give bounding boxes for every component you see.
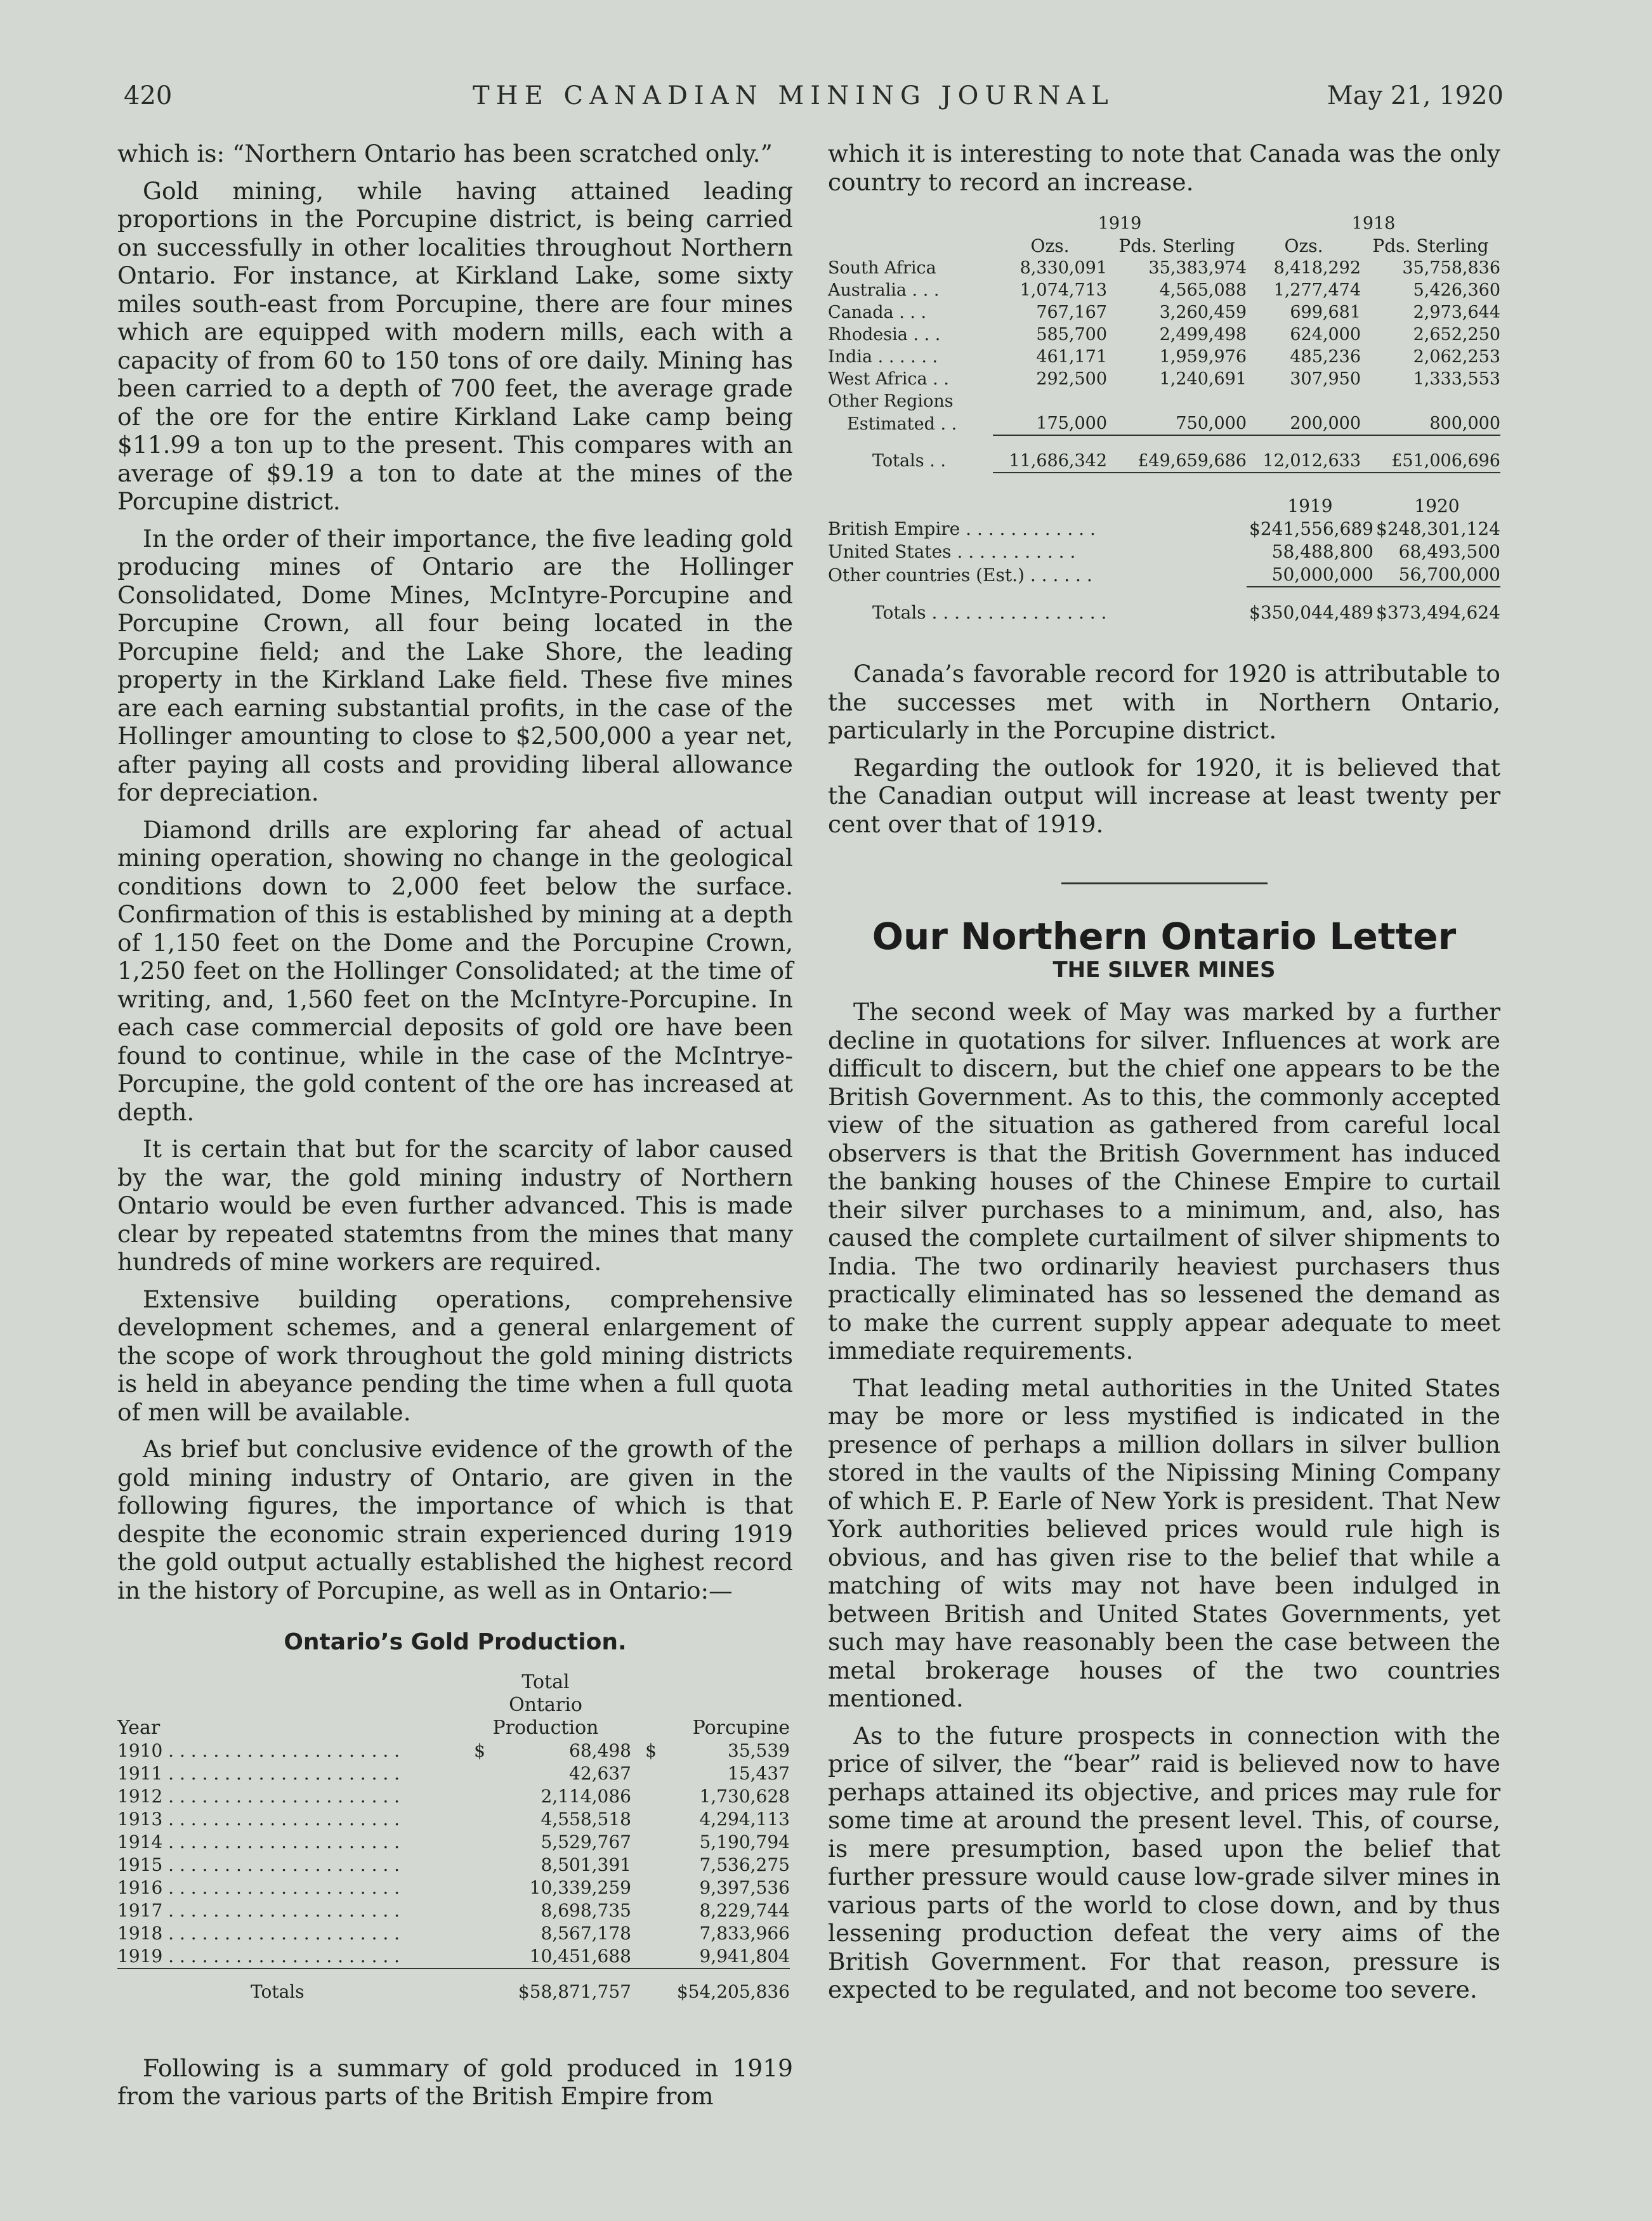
- porcupine-value: 7,536,275: [699, 1854, 790, 1875]
- table-cell: 624,000: [1290, 325, 1361, 344]
- ontario-value: 10,339,259: [529, 1877, 631, 1898]
- leader-dots: . . . . . . . . . . . . . . . . . . . . .: [162, 1877, 400, 1898]
- gold-production-table: [117, 1671, 790, 2003]
- table-row: [117, 1831, 790, 1854]
- region-label: Rhodesia . . .: [828, 325, 941, 344]
- paragraph: As to the future prospects in connection with the price of silver, the “bear” raid is believed now to have perhaps attained its objective, and prices may rule for some time at around the present level. This, of course, is mere presumption, based upon the belief that further pressure would cause low-grade silver mines in various parts of the world to close down, and by thus lessening production defeat the very aims of the British Government. For that reason, pressure is expected to be regulated, and not become too severe.: [828, 1721, 1500, 2003]
- table-row: [828, 541, 1500, 563]
- year-cell: [117, 1945, 460, 1969]
- totals-label: Totals . .: [872, 451, 946, 471]
- region-label: United States . . . . . . . . . . .: [828, 541, 1076, 562]
- table-cell: £49,659,686: [1107, 435, 1247, 473]
- table-cell: 485,236: [1290, 347, 1361, 367]
- paragraph: Gold mining, while having attained leading proportions in the Porcupine district, is being carried on successfully in other localities throughout Northern Ontario. For instance, at Kirkland Lake, some sixty miles south-east from Porcupine, there are four mines which are equipped with modern mills, each with a capacity of from 60 to 150 tons of ore daily. Mining has been carried to a depth of 700 feet, the average grade of the ore for the entire Kirkland Lake camp being $11.99 a ton up to the present. This compares with an average of $9.19 a ton to date at the mines of the Porcupine district.: [117, 176, 793, 515]
- table-row: [117, 1899, 790, 1922]
- table-row: [828, 518, 1500, 541]
- section-divider: [1061, 882, 1268, 884]
- table-cell: 8,330,091: [1019, 258, 1107, 278]
- ontario-value: 2,114,086: [541, 1785, 631, 1807]
- porcupine-value: 5,190,794: [699, 1831, 790, 1852]
- leader-dots: . . . . . . . . . . . . . . . . . . . . .: [162, 1854, 400, 1875]
- column-header-total: [460, 1671, 631, 1739]
- year-label: 1915: [117, 1854, 163, 1875]
- column-header-year: Year: [117, 1716, 161, 1739]
- table-row: [117, 1785, 790, 1808]
- year-cell: [117, 1785, 460, 1808]
- table-cell: 585,700: [1036, 325, 1107, 344]
- dollar-sign: [460, 1922, 485, 1945]
- table-cell: 1,277,474: [1273, 280, 1361, 300]
- region-label: South Africa: [828, 258, 936, 278]
- table-cell: 461,171: [1036, 347, 1107, 367]
- table-cell: 800,000: [1361, 412, 1500, 435]
- year-label: 1918: [117, 1922, 163, 1944]
- table-cell: 1,333,553: [1413, 369, 1500, 389]
- region-label: Australia . . .: [828, 280, 940, 300]
- table-cell: 2,062,253: [1413, 347, 1500, 367]
- section-subtitle: THE SILVER MINES: [1052, 957, 1276, 983]
- column-header-total-line1: Total: [521, 1670, 570, 1693]
- porcupine-value: 9,941,804: [699, 1945, 790, 1967]
- dollar-sign: [631, 1922, 657, 1945]
- dollar-sign: $: [645, 1739, 657, 1761]
- table-row: [828, 346, 1500, 368]
- year-label: 1919: [117, 1945, 163, 1967]
- table-cell: 292,500: [1036, 369, 1107, 389]
- paragraph: That leading metal authorities in the United States may be more or less mystified is indicated in the presence of perhaps a million dollars in silver bullion stored in the vaults of the Nipissing Mining Company of which E. P. Earle of New York is president. That New York authorities believed prices would rule high is obvious, and has given rise to the belief that while a matching of wits may not have been indulged in between British and United States Governments, yet such may have reasonably been the case between the metal brokerage houses of the two countries mentioned.: [828, 1373, 1500, 1712]
- paragraph: Regarding the outlook for 1920, it is believed that the Canadian output will increase at least twenty per cent over that of 1919.: [828, 753, 1500, 838]
- year-label: 1917: [117, 1899, 163, 1921]
- table-cell: $350,044,489: [1247, 587, 1373, 624]
- table-cell: 750,000: [1107, 412, 1247, 435]
- year-header-1920: 1920: [1414, 495, 1460, 516]
- dollar-sign: [460, 1785, 485, 1808]
- leader-dots: . . . . . . . . . . . . . . . . . . . . .: [162, 1739, 400, 1761]
- table-cell: 12,012,633: [1247, 435, 1361, 473]
- table-row: [117, 1739, 790, 1762]
- column-header-total-line2: Ontario Production: [492, 1693, 599, 1739]
- paragraph: which it is interesting to note that Canada was the only country to record an increase.: [828, 140, 1500, 196]
- region-label: India . . . . . .: [828, 347, 938, 367]
- column-header-ozs: Ozs.: [1284, 235, 1323, 256]
- porcupine-value: 7,833,966: [699, 1922, 790, 1944]
- totals-label: Totals . . . . . . . . . . . . . . . .: [872, 601, 1107, 623]
- gold-production-table-title: Ontario’s Gold Production.: [284, 1629, 627, 1655]
- table-row: [828, 368, 1500, 390]
- ontario-value: 8,501,391: [541, 1854, 631, 1875]
- porcupine-value: 35,539: [728, 1739, 790, 1761]
- year-cell: [117, 1762, 460, 1785]
- dollar-sign: [631, 1808, 657, 1831]
- table-row: [117, 1808, 790, 1831]
- ontario-value: 5,529,767: [541, 1831, 631, 1852]
- table-row: [117, 1945, 790, 1969]
- table-cell: 11,686,342: [993, 435, 1107, 473]
- dollar-sign: [631, 1762, 657, 1785]
- year-cell: [117, 1808, 460, 1831]
- ontario-value: 68,498: [569, 1739, 631, 1761]
- table-cell: 8,418,292: [1273, 258, 1361, 278]
- leader-dots: . . . . . . . . . . . . . . . . . . . . .: [162, 1785, 400, 1807]
- paragraph: In the order of their importance, the five leading gold producing mines of Ontario are the Hollinger Consolidated, Dome Mines, McIntyre-Porcupine and Porcupine Crown, all four being located in the Porcupine field; and the Lake Shore, the leading property in the Kirkland Lake field. These five mines are each earning substantial profits, in the case of the Hollinger amounting to close to $2,500,000 a year net, after paying all costs and providing liberal allowance for depreciation.: [117, 524, 793, 806]
- table-row: [117, 1854, 790, 1877]
- table-row: [828, 301, 1500, 324]
- dollar-sign: [631, 1877, 657, 1899]
- ontario-value: 10,451,688: [529, 1945, 631, 1967]
- year-header-1919: 1919: [1287, 495, 1333, 516]
- dollar-sign: [631, 1899, 657, 1922]
- table-cell: 5,426,360: [1413, 280, 1500, 300]
- table-cell: £51,006,696: [1361, 435, 1500, 473]
- year-cell: [117, 1831, 460, 1854]
- paragraph: The second week of May was marked by a further decline in quotations for silver. Influences at work are difficult to discern, but the chief one appears to be the British Government. As to this, the commonly accepted view of the situation as gathered from careful local observers is that the British Government has induced the banking houses of the Chinese Empire to curtail their silver purchases to a minimum, and, also, has caused the complete curtailment of silver shipments to India. The two ordinarily heaviest purchasers thus practically eliminated has so lessened the demand as to make the current supply appear adequate to meet immediate requirements.: [828, 998, 1500, 1365]
- table-cell: $241,556,689: [1249, 518, 1373, 539]
- table-cell: $248,301,124: [1376, 518, 1500, 539]
- dollar-sign: [631, 1854, 657, 1877]
- dollar-sign: [460, 1945, 485, 1969]
- table-cell: 2,973,644: [1413, 303, 1500, 322]
- table-cell: 1,959,976: [1159, 347, 1247, 367]
- year-cell: [117, 1899, 460, 1922]
- table-cell: 175,000: [993, 412, 1107, 435]
- dollar-sign: [460, 1854, 485, 1877]
- leader-dots: . . . . . . . . . . . . . . . . . . . . .: [162, 1808, 400, 1830]
- year-header-1918: 1918: [1351, 214, 1396, 233]
- ontario-value: 8,698,735: [541, 1899, 631, 1921]
- table-cell: 58,488,800: [1271, 541, 1373, 562]
- table-row: [117, 1762, 790, 1785]
- porcupine-value: 8,229,744: [699, 1899, 790, 1921]
- region-label: Canada . . .: [828, 303, 927, 322]
- table-row: [117, 1922, 790, 1945]
- totals-ontario: $58,871,757: [460, 1969, 631, 2003]
- year-label: 1912: [117, 1785, 163, 1807]
- right-column: [828, 140, 1500, 2013]
- table-cell: 68,493,500: [1398, 541, 1500, 562]
- year-label: 1913: [117, 1808, 163, 1830]
- column-header-porcupine: Porcupine: [692, 1716, 790, 1739]
- dollar-sign: [460, 1899, 485, 1922]
- table-cell: 50,000,000: [1271, 564, 1373, 585]
- table-cell: 307,950: [1290, 369, 1361, 389]
- table-cell: 2,652,250: [1413, 325, 1500, 344]
- paragraph: Canada’s favorable record for 1920 is attributable to the successes met with in Northern Ontario, particularly in the Porcupine district.: [828, 660, 1500, 744]
- table-cell: 1,074,713: [1019, 280, 1107, 300]
- dollar-sign: [631, 1945, 657, 1969]
- leader-dots: . . . . . . . . . . . . . . . . . . . . .: [162, 1899, 400, 1921]
- table-cell: 4,565,088: [1159, 280, 1247, 300]
- paragraph: Extensive building operations, comprehensive development schemes, and a general enlargement of the scope of work throughout the gold mining districts is held in abeyance pending the time when a full quota of men will be available.: [117, 1285, 793, 1426]
- porcupine-value: 4,294,113: [699, 1808, 790, 1830]
- totals-label: Totals: [117, 1969, 460, 2003]
- table-cell: $373,494,624: [1373, 587, 1500, 624]
- left-column: [117, 140, 793, 2119]
- ontario-value: 4,558,518: [541, 1808, 631, 1830]
- dollar-sign: [631, 1831, 657, 1854]
- table-cell: 699,681: [1290, 303, 1361, 322]
- paragraph: Diamond drills are exploring far ahead of actual mining operation, showing no change in the geological conditions down to 2,000 feet below the surface. Confirmation of this is established by mining at a depth of 1,150 feet on the Dome and the Porcupine Crown, 1,250 feet on the Hollinger Consolidated; at the time of writing, and, 1,560 feet on the McIntyre-Porcupine. In each case commercial deposits of gold ore have been found to continue, while in the case of the McIntrye-Porcupine, the gold content of the ore has increased at depth.: [117, 815, 793, 1126]
- leader-dots: . . . . . . . . . . . . . . . . . . . . .: [162, 1831, 400, 1852]
- year-cell: [117, 1922, 460, 1945]
- year-label: 1916: [117, 1877, 163, 1898]
- british-empire-gold-table: [828, 213, 1500, 473]
- year-label: 1914: [117, 1831, 163, 1852]
- dollar-sign: [460, 1762, 485, 1785]
- region-label: British Empire . . . . . . . . . . . .: [828, 518, 1096, 539]
- year-cell: [117, 1739, 460, 1762]
- table-cell: 1,240,691: [1159, 369, 1247, 389]
- page-header: [124, 81, 1504, 119]
- table-cell: 767,167: [1036, 303, 1107, 322]
- ontario-value: 8,567,178: [541, 1922, 631, 1944]
- year-label: 1910: [117, 1739, 163, 1761]
- dollar-sign: [631, 1785, 657, 1808]
- year-label: 1911: [117, 1762, 163, 1784]
- table-cell: 200,000: [1247, 412, 1361, 435]
- column-header-pds: Pds. Sterling: [1372, 235, 1489, 256]
- table-cell: 35,758,836: [1402, 258, 1500, 278]
- table-cell: 56,700,000: [1398, 564, 1500, 585]
- paragraph: Following is a summary of gold produced in 1919 from the various parts of the British Empire from: [117, 2054, 793, 2110]
- paragraph: As brief but conclusive evidence of the growth of the gold mining industry of Ontario, are given in the following figures, the importance of which is that despite the economic strain experienced during 1919 the gold output actually established the highest record in the history of Porcupine, as well as in Ontario:—: [117, 1435, 793, 1604]
- table-cell: 3,260,459: [1159, 303, 1247, 322]
- dollar-sign: [460, 1877, 485, 1899]
- issue-date: May 21, 1920: [1327, 81, 1504, 110]
- porcupine-value: 15,437: [728, 1762, 790, 1784]
- journal-title: THE CANADIAN MINING JOURNAL: [473, 81, 1115, 110]
- column-header-pds: Pds. Sterling: [1118, 235, 1235, 256]
- porcupine-value: 1,730,628: [699, 1785, 790, 1807]
- table-row: [117, 1877, 790, 1899]
- section-title: Our Northern Ontario Letter: [872, 915, 1457, 958]
- table-row: [828, 257, 1500, 279]
- table-row: [828, 563, 1500, 587]
- year-header-1919: 1919: [1098, 214, 1142, 233]
- region-label: Other Regions: [828, 391, 954, 411]
- porcupine-value: 9,397,536: [699, 1877, 790, 1898]
- page-number: 420: [124, 81, 173, 110]
- year-cell: [117, 1877, 460, 1899]
- table-row: [828, 279, 1500, 301]
- dollar-sign: [460, 1808, 485, 1831]
- region-label: West Africa . .: [828, 369, 949, 389]
- world-gold-comparison-table: [828, 495, 1500, 624]
- year-cell: [117, 1854, 460, 1877]
- leader-dots: . . . . . . . . . . . . . . . . . . . . .: [162, 1922, 400, 1944]
- leader-dots: . . . . . . . . . . . . . . . . . . . . .: [162, 1762, 400, 1784]
- leader-dots: . . . . . . . . . . . . . . . . . . . . .: [162, 1945, 400, 1967]
- totals-porcupine: $54,205,836: [631, 1969, 790, 2003]
- paragraph: It is certain that but for the scarcity of labor caused by the war, the gold mining industry of Northern Ontario would be even further advanced. This is made clear by repeated statemtns from the mines that many hundreds of mine workers are required.: [117, 1135, 793, 1276]
- dollar-sign: [460, 1831, 485, 1854]
- paragraph: which is: “Northern Ontario has been scratched only.”: [117, 140, 773, 167]
- column-header-ozs: Ozs.: [1030, 235, 1070, 256]
- region-label: Estimated . .: [847, 414, 957, 434]
- table-cell: 35,383,974: [1148, 258, 1247, 278]
- dollar-sign: $: [474, 1739, 485, 1761]
- region-label: Other countries (Est.) . . . . . .: [828, 564, 1092, 586]
- table-row: [828, 324, 1500, 346]
- table-cell: 2,499,498: [1159, 325, 1247, 344]
- ontario-value: 42,637: [569, 1762, 631, 1784]
